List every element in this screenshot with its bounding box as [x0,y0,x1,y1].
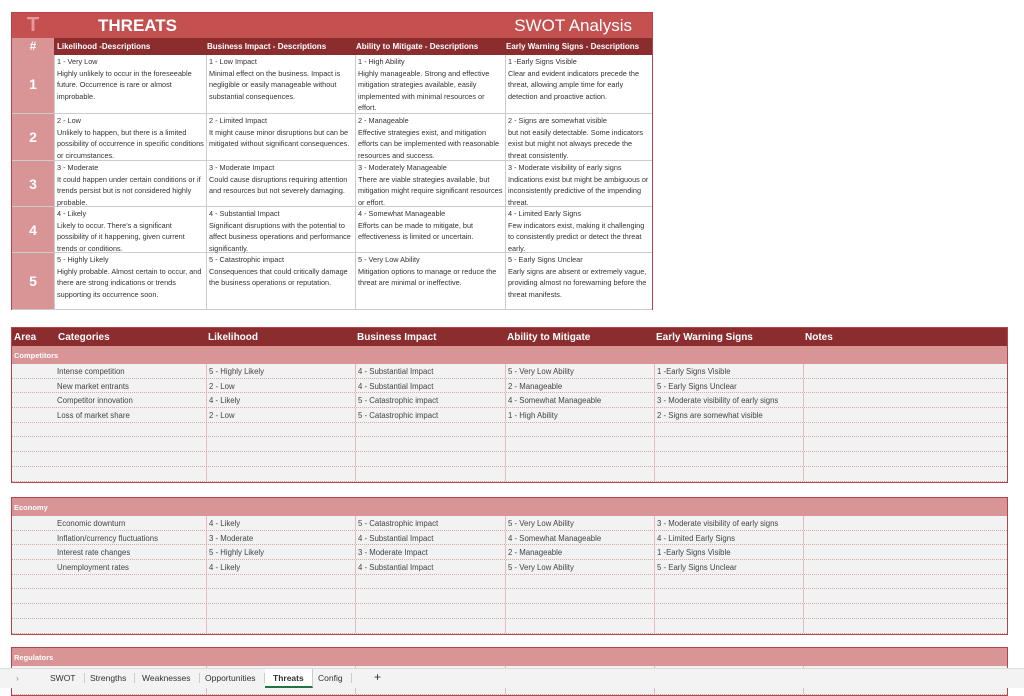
description-row [12,55,652,114]
description-row [12,253,652,310]
description-cell[interactable]: 5 - Early Signs Unclear Early signs are absent or extremely vague, providing almost no forewarning before the threat manifests. [505,253,652,309]
description-cell[interactable]: 1 - Very Low Highly unlikely to occur in the foreseeable future. Occurrence is rare or almost improbable. [54,55,206,113]
table-row [12,364,1007,379]
table-cell[interactable] [206,452,355,466]
table-cell[interactable] [355,619,505,633]
table-row [12,516,1007,531]
table-cell[interactable] [206,437,355,451]
column-header: Area [14,332,37,343]
table-cell[interactable]: New market entrants [57,381,129,391]
description-cell[interactable]: 2 - Limited Impact It might cause minor disruptions but can be mitigated without significant consequences. [206,114,355,160]
column-header: Notes [805,332,833,343]
table-cell[interactable] [505,589,654,603]
table-cell[interactable] [803,437,1009,451]
table-cell[interactable] [206,589,355,603]
table-cell[interactable]: 1 -Early Signs Visible [654,364,803,378]
table-cell[interactable] [505,619,654,633]
sheet-tab-config[interactable]: Config [310,673,352,683]
table-cell[interactable] [654,575,803,589]
table-row [12,560,1007,575]
table-cell[interactable] [355,423,505,437]
description-cell[interactable]: 2 - Low Unlikely to happen, but there is a limited possibility of occurrence in specific conditions or circumstances. [54,114,206,160]
table-cell[interactable] [803,619,1009,633]
table-cell[interactable] [803,545,1009,559]
table-cell[interactable]: 4 - Limited Early Signs [654,531,803,545]
page-title: THREATS [98,16,178,35]
table-cell[interactable]: 4 - Substantial Impact [355,531,505,545]
description-cell[interactable]: 1 -Early Signs Visible Clear and evident indicators precede the threat, allowing ample time for early detection and proactive action. [505,55,652,113]
column-header: Ability to Mitigate [507,332,591,343]
column-header: Categories [58,332,110,343]
group-band: Regulators [12,648,1007,666]
table-cell[interactable] [355,589,505,603]
table-cell[interactable] [803,379,1009,393]
table-cell[interactable] [803,408,1009,422]
assessment-header [12,328,1007,346]
column-header: Early Warning Signs [656,332,753,343]
sheet-tab-strengths[interactable]: Strengths [82,673,135,683]
table-row [12,379,1007,394]
page-subtitle: SWOT Analysis [514,16,632,35]
table-cell[interactable]: 2 - Signs are somewhat visible [654,408,803,422]
table-cell[interactable] [12,575,206,589]
group-competitors [11,327,1008,483]
table-cell[interactable]: 4 - Likely [206,516,355,530]
table-cell[interactable]: Intense competition [57,367,125,376]
table-cell[interactable] [12,619,206,633]
table-cell[interactable] [803,589,1009,603]
table-cell[interactable] [355,575,505,589]
table-row [12,393,1007,408]
table-cell[interactable] [355,437,505,451]
table-cell[interactable]: 2 - Manageable [505,379,654,393]
table-cell[interactable]: 5 - Catastrophic impact [355,516,505,530]
sheet-tab-threats[interactable]: Threats [265,669,313,688]
table-cell[interactable] [206,604,355,618]
table-row [12,619,1007,634]
row-number: 1 [12,55,54,113]
descriptions-header [12,38,652,55]
table-row [12,545,1007,560]
table-cell[interactable] [505,575,654,589]
table-cell[interactable] [803,393,1009,407]
table-row [12,452,1007,467]
table-cell[interactable]: 5 - Very Low Ability [505,560,654,574]
description-row [12,161,652,207]
description-row [12,114,652,161]
description-cell[interactable]: 4 - Somewhat Manageable Efforts can be made to mitigate, but effectiveness is limited or uncertain. [355,207,505,252]
table-cell[interactable]: 5 - Early Signs Unclear [654,379,803,393]
table-row [12,437,1007,452]
header-likelihood: Likelihood -Descriptions [57,42,151,51]
column-header: Business Impact [357,332,437,343]
table-cell[interactable] [355,604,505,618]
description-cell[interactable]: 4 - Limited Early Signs Few indicators exist, making it challenging to consistently predict or detect the threat early. [505,207,652,252]
group-band: Economy [12,498,1007,516]
table-cell[interactable] [12,467,206,481]
threats-logo-letter: T [26,14,40,36]
table-cell[interactable]: 4 - Substantial Impact [355,560,505,574]
table-cell[interactable] [803,560,1009,574]
description-cell[interactable]: 2 - Signs are somewhat visible but not easily detectable. Some indicators exist but might not always precede the threat consistently. [505,114,652,160]
row-number: 5 [12,253,54,309]
table-cell[interactable] [803,604,1009,618]
table-cell[interactable]: 5 - Highly Likely [206,545,355,559]
description-cell[interactable]: 3 - Moderate Impact Could cause disruptions requiring attention and resources but not severely damaging. [206,161,355,206]
table-cell[interactable]: 4 - Somewhat Manageable [505,531,654,545]
description-cell[interactable]: 4 - Likely Likely to occur. There's a significant possibility of it happening, given current trends or conditions. [54,207,206,252]
table-cell[interactable] [505,423,654,437]
table-cell[interactable]: 5 - Very Low Ability [505,516,654,530]
description-cell[interactable]: 5 - Very Low Ability Mitigation options to manage or reduce the threat are minimal or ineffective. [355,253,505,309]
table-cell[interactable] [12,452,206,466]
table-cell[interactable]: Loss of market share [57,411,130,421]
description-cell[interactable]: 5 - Highly Likely Highly probable. Almost certain to occur, and there are strong indications or trends supporting its occurrence soon. [54,253,206,309]
description-cell[interactable]: 1 - Low Impact Minimal effect on the business. Impact is negligible or easily manageable without substantial consequences. [206,55,355,113]
table-cell[interactable] [505,437,654,451]
description-cell[interactable]: 3 - Moderately Manageable There are viable strategies available, but mitigation might require significant resources or effort. [355,161,505,206]
table-cell[interactable] [505,467,654,481]
table-cell[interactable]: 4 - Likely [206,560,355,574]
sheet-tab-swot[interactable]: SWOT [42,673,85,683]
table-row [12,423,1007,438]
table-cell[interactable] [654,604,803,618]
table-cell[interactable]: 4 - Likely [206,393,355,407]
table-cell[interactable] [654,423,803,437]
sheet-tab-bar [0,668,1024,688]
table-cell[interactable]: Economic downturn [57,519,126,528]
table-row [12,589,1007,604]
table-cell[interactable] [803,516,1009,530]
add-sheet-button[interactable]: + [374,670,382,684]
table-cell[interactable] [355,467,505,481]
header-number: # [12,38,54,55]
table-cell[interactable] [12,423,206,437]
table-cell[interactable]: Unemployment rates [57,563,129,573]
description-cell[interactable]: 5 - Catastrophic impact Consequences that could critically damage the business operations or reputation. [206,253,355,309]
title-bar [12,13,652,38]
description-cell[interactable]: 3 - Moderate It could happen under certain conditions or if trends persist but is not considered highly probable. [54,161,206,206]
table-cell[interactable] [654,452,803,466]
threat-descriptions-table [11,12,653,310]
description-cell[interactable]: 2 - Manageable Effective strategies exist, and mitigation efforts can be implemented with reasonable resources and success. [355,114,505,160]
table-cell[interactable] [654,437,803,451]
table-cell[interactable]: 3 - Moderate [206,531,355,545]
description-cell[interactable]: 4 - Substantial Impact Significant disruptions with the potential to affect business operations and performance significantly. [206,207,355,252]
table-row [12,408,1007,423]
table-cell[interactable] [803,531,1009,545]
table-cell[interactable] [355,452,505,466]
table-cell[interactable]: 5 - Catastrophic impact [355,393,505,407]
table-cell[interactable] [206,423,355,437]
table-row [12,575,1007,590]
table-cell[interactable]: 2 - Low [206,408,355,422]
table-cell[interactable]: 3 - Moderate visibility of early signs [654,516,803,530]
table-row [12,604,1007,619]
row-number: 4 [12,207,54,252]
header-mitigate: Ability to Mitigate - Descriptions [356,42,479,51]
row-number: 2 [12,114,54,160]
table-cell[interactable]: 5 - Very Low Ability [505,364,654,378]
table-cell[interactable] [654,619,803,633]
table-cell[interactable]: 3 - Moderate visibility of early signs [654,393,803,407]
table-cell[interactable]: 4 - Somewhat Manageable [505,393,654,407]
table-cell[interactable] [12,437,206,451]
table-cell[interactable] [12,604,206,618]
table-cell[interactable]: 3 - Moderate Impact [355,545,505,559]
row-number: 3 [12,161,54,206]
table-row [12,531,1007,546]
description-row [12,207,652,253]
table-cell[interactable] [654,589,803,603]
table-cell[interactable] [206,619,355,633]
description-cell[interactable]: 1 - High Ability Highly manageable. Strong and effective mitigation strategies available, easily implemented with minimal resources or effort. [355,55,505,113]
table-cell[interactable] [803,575,1009,589]
table-cell[interactable]: 5 - Early Signs Unclear [654,560,803,574]
table-cell[interactable] [803,423,1009,437]
table-cell[interactable]: 1 - High Ability [505,408,654,422]
table-cell[interactable]: 1 -Early Signs Visible [654,545,803,559]
table-cell[interactable] [206,575,355,589]
table-cell[interactable] [803,467,1009,481]
table-cell[interactable]: 5 - Highly Likely [206,364,355,378]
sheet-tab-weaknesses[interactable]: Weaknesses [134,673,200,683]
header-warning: Early Warning Signs - Descriptions [506,42,640,51]
table-cell[interactable] [803,364,1009,378]
sheet-tab-opportunities[interactable]: Opportunities [197,673,265,683]
description-cell[interactable]: 3 - Moderate visibility of early signs Indications exist but might be ambiguous or inconsistently predictive of the impending threat. [505,161,652,206]
table-cell[interactable]: 4 - Substantial Impact [355,379,505,393]
table-cell[interactable]: Interest rate changes [57,548,131,558]
table-cell[interactable] [654,467,803,481]
table-row [12,467,1007,482]
table-cell[interactable]: 4 - Substantial Impact [355,364,505,378]
table-cell[interactable] [206,467,355,481]
table-cell[interactable]: Competitor innovation [57,396,133,406]
group-economy [11,497,1008,635]
table-cell[interactable] [505,452,654,466]
table-cell[interactable] [505,604,654,618]
column-header: Likelihood [208,332,258,343]
table-cell[interactable]: 2 - Manageable [505,545,654,559]
table-cell[interactable]: 5 - Catastrophic impact [355,408,505,422]
table-cell[interactable]: Inflation/currency fluctuations [57,533,158,543]
table-cell[interactable]: 2 - Low [206,379,355,393]
scroll-tabs-button[interactable]: › [16,673,19,683]
group-band: Competitors [12,346,1007,364]
table-cell[interactable] [12,589,206,603]
header-business-impact: Business Impact - Descriptions [207,42,327,51]
table-cell[interactable] [803,452,1009,466]
